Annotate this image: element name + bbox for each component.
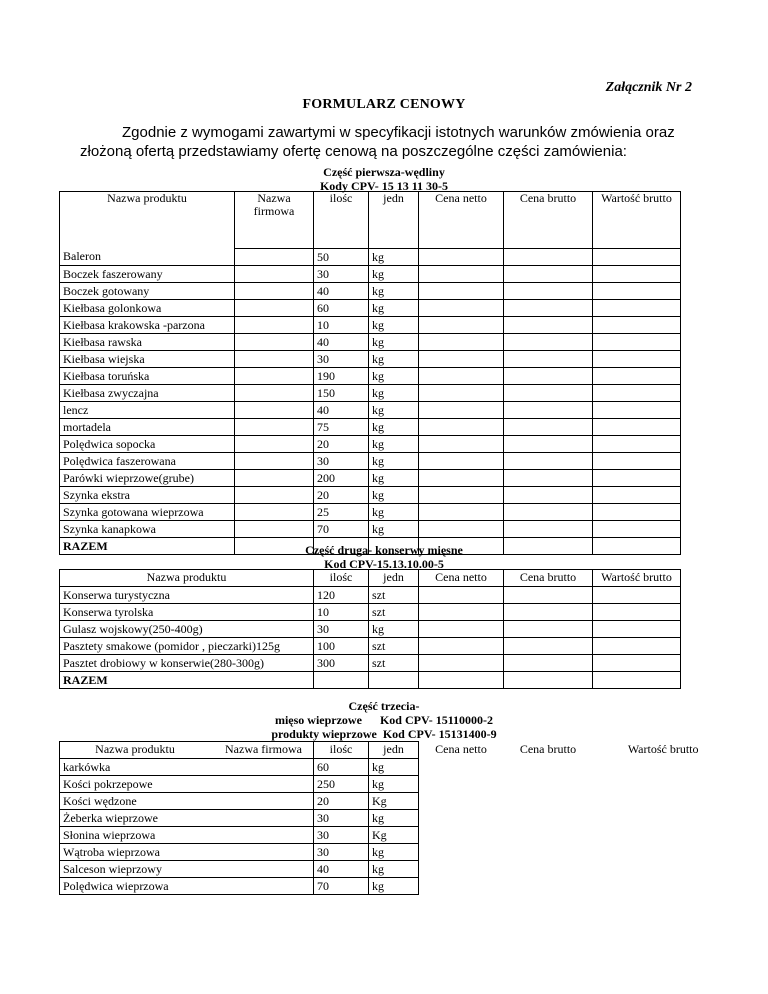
table-row xyxy=(60,283,681,300)
table-row xyxy=(60,300,681,317)
product-name-cell: lencz xyxy=(60,402,235,419)
quantity-cell: 10 xyxy=(314,317,369,334)
gross-price-cell[interactable] xyxy=(504,419,593,436)
value-cell[interactable] xyxy=(593,283,681,300)
gross-price-cell[interactable] xyxy=(504,793,593,810)
unit-cell: kg xyxy=(369,759,419,776)
part3-heading-meat-cpv: Kod CPV- 15110000-2 xyxy=(379,713,494,727)
unit-cell: kg xyxy=(369,283,419,300)
net-price-cell[interactable] xyxy=(419,470,504,487)
value-cell[interactable] xyxy=(593,317,681,334)
table-row xyxy=(60,844,702,861)
brand-cell[interactable] xyxy=(235,419,314,436)
col-header-product: Nazwa produktu xyxy=(60,192,235,249)
part1-heading-cpv: Kody CPV- 15 13 11 30-5 xyxy=(319,179,449,193)
value-cell[interactable] xyxy=(593,810,702,827)
gross-price-cell[interactable] xyxy=(504,300,593,317)
part3-heading-products-cpv: Kod CPV- 15131400-9 xyxy=(382,727,497,741)
product-name-cell: Boczek gotowany xyxy=(60,283,235,300)
gross-price-cell[interactable] xyxy=(504,810,593,827)
value-cell[interactable] xyxy=(593,861,702,878)
quantity-cell: 300 xyxy=(314,655,369,672)
product-name-cell: mortadela xyxy=(60,419,235,436)
value-cell[interactable] xyxy=(593,504,681,521)
col-header-net: Cena netto xyxy=(419,192,504,249)
gross-price-cell[interactable] xyxy=(504,470,593,487)
quantity-cell: 40 xyxy=(314,402,369,419)
product-name-cell: Gulasz wojskowy(250-400g) xyxy=(60,621,314,638)
value-cell[interactable] xyxy=(593,776,702,793)
net-price-cell[interactable] xyxy=(419,300,504,317)
value-cell[interactable] xyxy=(593,827,702,844)
gross-price-cell[interactable] xyxy=(504,368,593,385)
table-row xyxy=(60,810,702,827)
quantity-cell: 75 xyxy=(314,419,369,436)
table-row xyxy=(60,827,702,844)
unit-cell: kg xyxy=(369,861,419,878)
gross-price-cell[interactable] xyxy=(504,759,593,776)
unit-cell: kg xyxy=(369,810,419,827)
quantity-cell: 120 xyxy=(314,587,369,604)
product-name-cell: Polędwica faszerowana xyxy=(60,453,235,470)
brand-cell[interactable] xyxy=(235,385,314,402)
quantity-cell: 200 xyxy=(314,470,369,487)
table-row xyxy=(60,470,681,487)
net-price-cell[interactable] xyxy=(419,878,504,895)
unit-cell: kg xyxy=(369,487,419,504)
brand-cell[interactable] xyxy=(235,436,314,453)
part1-total-label: RAZEM xyxy=(60,538,235,555)
net-price-cell[interactable] xyxy=(419,827,504,844)
table-row xyxy=(60,759,702,776)
net-price-cell[interactable] xyxy=(419,759,504,776)
col-header-unit: jedn xyxy=(369,192,419,249)
product-name-cell: Wątroba wieprzowa xyxy=(60,844,314,861)
gross-price-cell[interactable] xyxy=(504,604,593,621)
brand-cell[interactable] xyxy=(235,402,314,419)
product-name-cell: Konserwa turystyczna xyxy=(60,587,314,604)
gross-price-cell[interactable] xyxy=(504,844,593,861)
product-name-cell: Konserwa tyrolska xyxy=(60,604,314,621)
unit-cell: kg xyxy=(369,385,419,402)
product-name-cell: Polędwica sopocka xyxy=(60,436,235,453)
unit-cell: szt xyxy=(369,604,419,621)
unit-cell: kg xyxy=(369,351,419,368)
value-cell[interactable] xyxy=(593,334,681,351)
table-row xyxy=(60,249,681,266)
product-name-cell: Szynka ekstra xyxy=(60,487,235,504)
brand-cell[interactable] xyxy=(235,283,314,300)
gross-price-cell[interactable] xyxy=(504,621,593,638)
gross-price-cell[interactable] xyxy=(504,453,593,470)
table-row xyxy=(60,587,681,604)
value-cell[interactable] xyxy=(593,844,702,861)
net-price-cell[interactable] xyxy=(419,436,504,453)
unit-cell: kg xyxy=(369,504,419,521)
table-row xyxy=(60,419,681,436)
net-price-cell[interactable] xyxy=(419,776,504,793)
col-header-value: Wartość brutto xyxy=(593,192,681,249)
quantity-cell: 30 xyxy=(314,453,369,470)
value-cell[interactable] xyxy=(593,249,681,266)
brand-cell[interactable] xyxy=(235,266,314,283)
value-cell[interactable] xyxy=(593,453,681,470)
product-name-cell: Kiełbasa wiejska xyxy=(60,351,235,368)
unit-cell: kg xyxy=(369,402,419,419)
col-header-value: Wartość brutto xyxy=(593,570,681,587)
table-row xyxy=(60,521,681,538)
net-price-cell[interactable] xyxy=(419,793,504,810)
table-row xyxy=(60,621,681,638)
brand-cell[interactable] xyxy=(235,249,314,266)
net-price-cell[interactable] xyxy=(419,334,504,351)
brand-cell[interactable] xyxy=(235,470,314,487)
value-cell[interactable] xyxy=(593,759,702,776)
quantity-cell: 10 xyxy=(314,604,369,621)
product-name-cell: Pasztet drobiowy w konserwie(280-300g) xyxy=(60,655,314,672)
quantity-cell: 30 xyxy=(314,810,369,827)
brand-cell[interactable] xyxy=(235,334,314,351)
unit-cell: szt xyxy=(369,638,419,655)
col-header-unit: jedn xyxy=(369,742,419,759)
net-price-cell[interactable] xyxy=(419,587,504,604)
gross-price-cell[interactable] xyxy=(504,521,593,538)
table-row xyxy=(60,638,681,655)
value-cell[interactable] xyxy=(593,436,681,453)
table-row xyxy=(60,402,681,419)
table-row xyxy=(60,351,681,368)
col-header-qty: ilośc xyxy=(314,570,369,587)
table-row xyxy=(60,436,681,453)
unit-cell: kg xyxy=(369,266,419,283)
net-price-cell[interactable] xyxy=(419,604,504,621)
col-header-net: Cena netto xyxy=(435,741,487,756)
brand-cell[interactable] xyxy=(235,504,314,521)
value-cell[interactable] xyxy=(593,351,681,368)
product-name-cell: Parówki wieprzowe(grube) xyxy=(60,470,235,487)
quantity-cell: 40 xyxy=(314,861,369,878)
product-name-cell: Kiełbasa rawska xyxy=(60,334,235,351)
col-header-value: Wartość brutto xyxy=(627,741,699,756)
col-header-brand: Nazwa firmowa xyxy=(235,192,314,249)
product-name-cell: Kości wędzone xyxy=(60,793,314,810)
part2-total-label: RAZEM xyxy=(60,672,314,689)
unit-cell: kg xyxy=(369,436,419,453)
net-price-cell[interactable] xyxy=(419,638,504,655)
quantity-cell: 70 xyxy=(314,521,369,538)
net-price-cell[interactable] xyxy=(419,655,504,672)
unit-cell: szt xyxy=(369,587,419,604)
quantity-cell: 25 xyxy=(314,504,369,521)
net-price-cell[interactable] xyxy=(419,453,504,470)
unit-cell: kg xyxy=(369,878,419,895)
value-cell[interactable] xyxy=(593,793,702,810)
unit-cell: kg xyxy=(369,621,419,638)
unit-cell: Kg xyxy=(369,827,419,844)
value-cell[interactable] xyxy=(593,621,681,638)
part2-table xyxy=(59,569,681,689)
product-name-cell: Salceson wieprzowy xyxy=(60,861,314,878)
product-name-cell: Żeberka wieprzowe xyxy=(60,810,314,827)
quantity-cell: 190 xyxy=(314,368,369,385)
unit-cell: kg xyxy=(369,844,419,861)
unit-cell: kg xyxy=(369,776,419,793)
net-price-cell[interactable] xyxy=(419,266,504,283)
brand-cell[interactable] xyxy=(235,453,314,470)
table-row xyxy=(60,655,681,672)
quantity-cell: 30 xyxy=(314,266,369,283)
table-row xyxy=(60,266,681,283)
net-price-cell[interactable] xyxy=(419,283,504,300)
quantity-cell: 20 xyxy=(314,436,369,453)
brand-cell[interactable] xyxy=(235,300,314,317)
unit-cell: kg xyxy=(369,368,419,385)
gross-price-cell[interactable] xyxy=(504,436,593,453)
net-price-cell[interactable] xyxy=(419,844,504,861)
gross-price-cell[interactable] xyxy=(504,827,593,844)
value-cell[interactable] xyxy=(593,521,681,538)
col-header-product: Nazwa produktu xyxy=(60,570,314,587)
gross-price-cell[interactable] xyxy=(504,655,593,672)
col-header-product-label: Nazwa produktu xyxy=(95,742,175,756)
product-name-cell: Kiełbasa toruńska xyxy=(60,368,235,385)
quantity-cell: 150 xyxy=(314,385,369,402)
col-header-unit: jedn xyxy=(369,570,419,587)
table-row xyxy=(60,878,702,895)
col-header-qty: ilośc xyxy=(314,742,369,759)
value-cell[interactable] xyxy=(593,470,681,487)
product-name-cell: Kiełbasa zwyczajna xyxy=(60,385,235,402)
quantity-cell: 60 xyxy=(314,300,369,317)
quantity-cell: 50 xyxy=(314,249,369,266)
intro-line-2: złożoną ofertą przedstawiamy ofertę cenową na poszczególne części zamówienia: xyxy=(80,143,627,160)
product-name-cell: Pasztety smakowe (pomidor , pieczarki)125g xyxy=(60,638,314,655)
value-cell[interactable] xyxy=(593,402,681,419)
value-cell[interactable] xyxy=(593,266,681,283)
net-price-cell[interactable] xyxy=(419,521,504,538)
gross-price-cell[interactable] xyxy=(504,504,593,521)
table-row xyxy=(60,793,702,810)
table-row xyxy=(60,385,681,402)
part3-heading-products-label: produkty wieprzowe xyxy=(271,727,377,741)
gross-price-cell[interactable] xyxy=(504,861,593,878)
value-cell[interactable] xyxy=(593,655,681,672)
net-price-cell[interactable] xyxy=(419,368,504,385)
part3-heading xyxy=(200,699,568,741)
value-cell[interactable] xyxy=(593,587,681,604)
gross-price-cell[interactable] xyxy=(504,878,593,895)
gross-price-cell[interactable] xyxy=(504,317,593,334)
net-price-cell[interactable] xyxy=(419,385,504,402)
product-name-cell: Kości pokrzepowe xyxy=(60,776,314,793)
gross-price-cell[interactable] xyxy=(504,487,593,504)
value-cell[interactable] xyxy=(593,878,702,895)
quantity-cell: 30 xyxy=(314,827,369,844)
part3-heading-products xyxy=(200,727,568,741)
unit-cell: kg xyxy=(369,419,419,436)
product-name-cell: karkówka xyxy=(60,759,314,776)
net-price-cell[interactable] xyxy=(419,351,504,368)
quantity-cell: 100 xyxy=(314,638,369,655)
part2-heading xyxy=(220,543,548,571)
col-header-gross: Cena brutto xyxy=(519,741,577,756)
net-price-cell[interactable] xyxy=(419,861,504,878)
net-price-cell[interactable] xyxy=(419,249,504,266)
col-header-net: Cena netto xyxy=(419,570,504,587)
brand-cell[interactable] xyxy=(235,487,314,504)
product-name-cell: Baleron xyxy=(60,249,235,266)
gross-price-cell[interactable] xyxy=(504,249,593,266)
product-name-cell: Boczek faszerowany xyxy=(60,266,235,283)
net-price-cell[interactable] xyxy=(419,504,504,521)
gross-price-cell[interactable] xyxy=(504,402,593,419)
unit-cell: kg xyxy=(369,470,419,487)
product-name-cell: Szynka gotowana wieprzowa xyxy=(60,504,235,521)
net-price-cell[interactable] xyxy=(419,810,504,827)
part3-heading-meat-label: mięso wieprzowe xyxy=(274,713,362,727)
brand-cell[interactable] xyxy=(235,351,314,368)
col-header-product xyxy=(60,742,314,759)
table-row xyxy=(60,334,681,351)
part1-heading-title: Część pierwsza-wędliny xyxy=(323,165,445,179)
quantity-cell: 60 xyxy=(314,759,369,776)
brand-cell[interactable] xyxy=(235,521,314,538)
brand-cell[interactable] xyxy=(235,368,314,385)
net-price-cell[interactable] xyxy=(419,402,504,419)
gross-price-cell[interactable] xyxy=(504,283,593,300)
value-cell[interactable] xyxy=(593,487,681,504)
quantity-cell: 40 xyxy=(314,334,369,351)
table-row xyxy=(60,368,681,385)
part1-heading xyxy=(220,165,548,193)
product-name-cell: Słonina wieprzowa xyxy=(60,827,314,844)
table-row xyxy=(60,604,681,621)
value-cell[interactable] xyxy=(593,300,681,317)
part3-heading-meat xyxy=(200,713,568,727)
unit-cell: kg xyxy=(369,300,419,317)
product-name-cell: Kiełbasa golonkowa xyxy=(60,300,235,317)
net-price-cell[interactable] xyxy=(419,317,504,334)
intro-paragraph xyxy=(80,123,692,161)
part3-table xyxy=(59,741,702,895)
quantity-cell: 70 xyxy=(314,878,369,895)
table-row xyxy=(60,861,702,878)
unit-cell: kg xyxy=(369,453,419,470)
value-cell[interactable] xyxy=(593,385,681,402)
gross-price-cell[interactable] xyxy=(504,638,593,655)
gross-price-cell[interactable] xyxy=(504,266,593,283)
net-price-cell[interactable] xyxy=(419,419,504,436)
table-row xyxy=(60,776,702,793)
unit-cell: kg xyxy=(369,334,419,351)
col-header-gross: Cena brutto xyxy=(504,192,593,249)
quantity-cell: 30 xyxy=(314,351,369,368)
page-title: FORMULARZ CENOWY xyxy=(302,97,466,112)
value-cell[interactable] xyxy=(593,368,681,385)
value-cell[interactable] xyxy=(593,638,681,655)
col-header-brand: Nazwa firmowa xyxy=(225,742,302,756)
part2-heading-title: Część druga- konserwy mięsne xyxy=(305,543,463,557)
product-name-cell: Szynka kanapkowa xyxy=(60,521,235,538)
value-cell[interactable] xyxy=(593,604,681,621)
product-name-cell: Polędwica wieprzowa xyxy=(60,878,314,895)
part2-total-cell[interactable] xyxy=(593,672,681,689)
gross-price-cell[interactable] xyxy=(504,587,593,604)
gross-price-cell[interactable] xyxy=(504,776,593,793)
unit-cell: kg xyxy=(369,317,419,334)
gross-price-cell[interactable] xyxy=(504,385,593,402)
brand-cell[interactable] xyxy=(235,317,314,334)
attachment-label: Załącznik Nr 2 xyxy=(605,80,692,95)
quantity-cell: 30 xyxy=(314,621,369,638)
col-header-qty: ilośc xyxy=(314,192,369,249)
quantity-cell: 250 xyxy=(314,776,369,793)
quantity-cell: 30 xyxy=(314,844,369,861)
table-row xyxy=(60,504,681,521)
net-price-cell[interactable] xyxy=(419,621,504,638)
part2-heading-cpv: Kod CPV-15.13.10.00-5 xyxy=(324,557,444,571)
quantity-cell: 40 xyxy=(314,283,369,300)
table-row xyxy=(60,317,681,334)
part1-table xyxy=(59,191,681,555)
quantity-cell: 20 xyxy=(314,487,369,504)
part3-heading-title: Część trzecia- xyxy=(348,699,420,713)
table-row xyxy=(60,453,681,470)
table-row xyxy=(60,487,681,504)
unit-cell: kg xyxy=(369,521,419,538)
quantity-cell: 20 xyxy=(314,793,369,810)
value-cell[interactable] xyxy=(593,419,681,436)
col-header-gross: Cena brutto xyxy=(504,570,593,587)
product-name-cell: Kiełbasa krakowska -parzona xyxy=(60,317,235,334)
intro-line-1: Zgodnie z wymogami zawartymi w specyfikacji istotnych warunków zmówienia oraz xyxy=(122,124,675,141)
net-price-cell[interactable] xyxy=(419,487,504,504)
unit-cell: kg xyxy=(369,249,419,266)
unit-cell: Kg xyxy=(369,793,419,810)
gross-price-cell[interactable] xyxy=(504,351,593,368)
gross-price-cell[interactable] xyxy=(504,334,593,351)
unit-cell: szt xyxy=(369,655,419,672)
